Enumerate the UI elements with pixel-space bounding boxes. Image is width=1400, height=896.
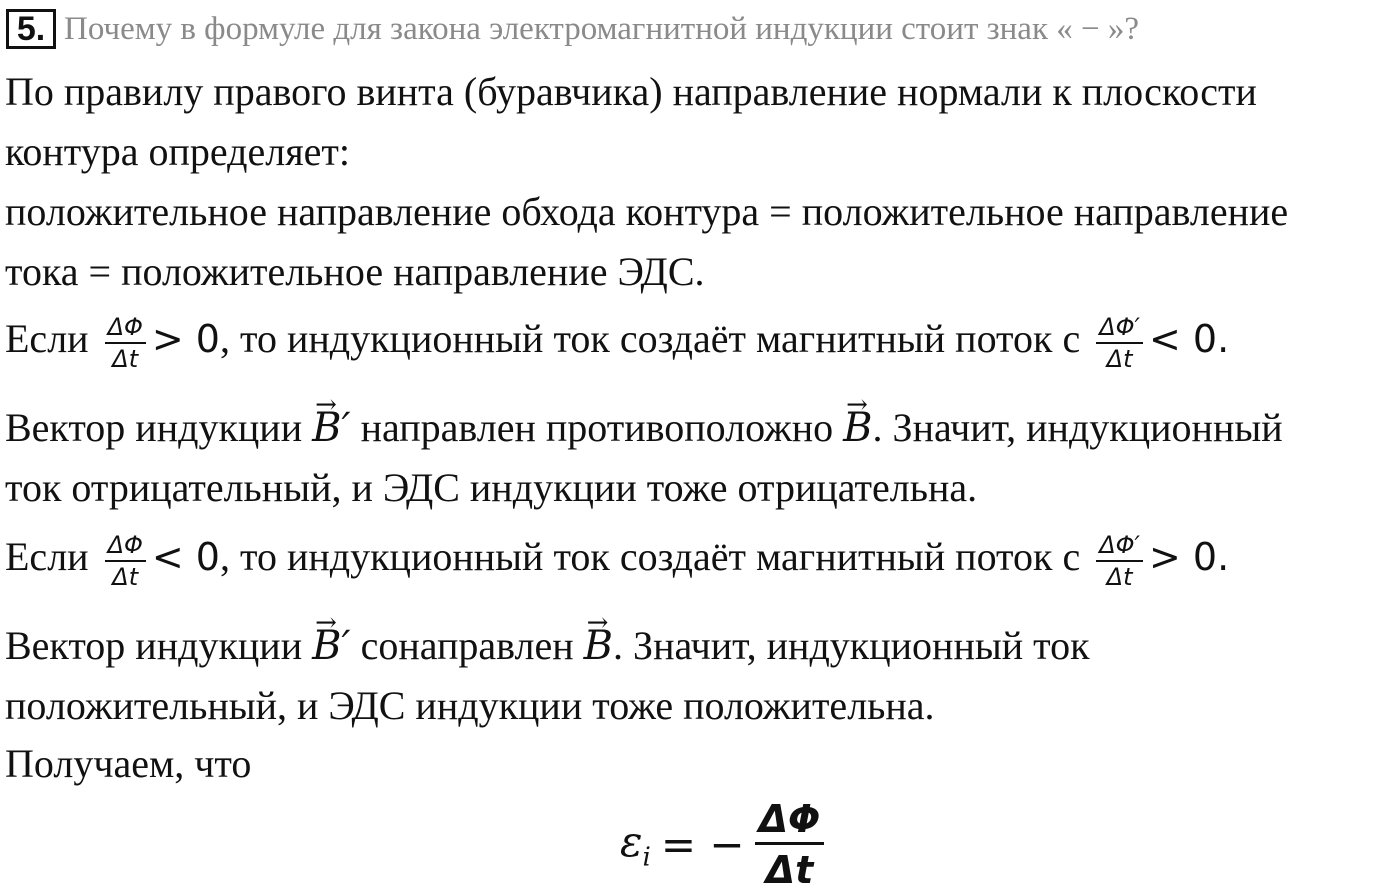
- vector-label: Вектор индукции: [5, 623, 303, 668]
- emf-subscript: i: [642, 842, 651, 873]
- inequality: < 0: [151, 535, 220, 580]
- equals-minus: = −: [660, 820, 745, 869]
- formula-denominator: Δt: [755, 842, 825, 889]
- text-line-7: ток отрицательный, и ЭДС индукции тоже отрицательна.: [5, 465, 978, 510]
- inequality: > 0.: [1148, 535, 1230, 580]
- flux-fraction: [105, 533, 146, 589]
- vector-conclusion: . Значит, индукционный: [872, 405, 1283, 450]
- condition-line-1: [5, 315, 1229, 371]
- epsilon: ε: [620, 816, 643, 866]
- induced-flux-fraction: [1096, 315, 1143, 371]
- vector-line-2: [5, 623, 1090, 669]
- condition-line-2: [5, 533, 1229, 589]
- vector-relation: направлен противоположно: [360, 405, 834, 450]
- text-line-2: контура определяет:: [5, 129, 350, 174]
- vector-b-prime: → B′: [312, 408, 350, 448]
- induced-flux-fraction: [1096, 533, 1143, 589]
- fraction-numerator: ΔΦ: [107, 313, 143, 341]
- fraction-denominator: Δt: [1096, 560, 1143, 589]
- condition-text: , то индукционный ток создаёт магнитный поток с: [219, 534, 1081, 580]
- formula-fraction: [755, 797, 825, 892]
- flux-fraction: [105, 315, 146, 371]
- fraction-numerator: ΔΦ′: [1099, 313, 1140, 341]
- task-number: 5.: [6, 9, 56, 49]
- vector-b-prime: → B′: [312, 626, 350, 666]
- text-line-3: положительное направление обхода контура = положительное направление: [5, 189, 1289, 234]
- task-question: Почему в формуле для закона электромагнитной индукции стоит знак « − »?: [64, 10, 1139, 47]
- task-header: [6, 6, 1139, 52]
- inequality: < 0.: [1148, 317, 1230, 362]
- text-line-4: тока = положительное направление ЭДС.: [5, 249, 705, 294]
- emf-symbol: [620, 817, 651, 872]
- fraction-denominator: Δt: [105, 342, 146, 371]
- text-line-11: Получаем, что: [5, 741, 252, 786]
- vector-b: → B: [843, 408, 872, 448]
- condition-text: , то индукционный ток создаёт магнитный поток с: [219, 316, 1081, 362]
- if-word: Если: [5, 534, 89, 580]
- vector-conclusion: . Значит, индукционный ток: [613, 623, 1090, 668]
- inequality: > 0: [151, 317, 220, 362]
- fraction-denominator: Δt: [1096, 342, 1143, 371]
- vector-label: Вектор индукции: [5, 405, 303, 450]
- fraction-numerator: ΔΦ′: [1099, 531, 1140, 559]
- formula-numerator: ΔΦ: [758, 797, 821, 841]
- fraction-denominator: Δt: [105, 560, 146, 589]
- text-line-10: положительный, и ЭДС индукции тоже положительна.: [5, 683, 935, 728]
- fraction-numerator: ΔΦ: [107, 531, 143, 559]
- if-word: Если: [5, 316, 89, 362]
- vector-line-1: [5, 405, 1283, 451]
- vector-b: → B: [584, 626, 613, 666]
- induction-law-formula: [620, 797, 824, 892]
- text-line-1: По правилу правого винта (буравчика) направление нормали к плоскости: [5, 69, 1257, 114]
- vector-relation: сонаправлен: [360, 623, 574, 668]
